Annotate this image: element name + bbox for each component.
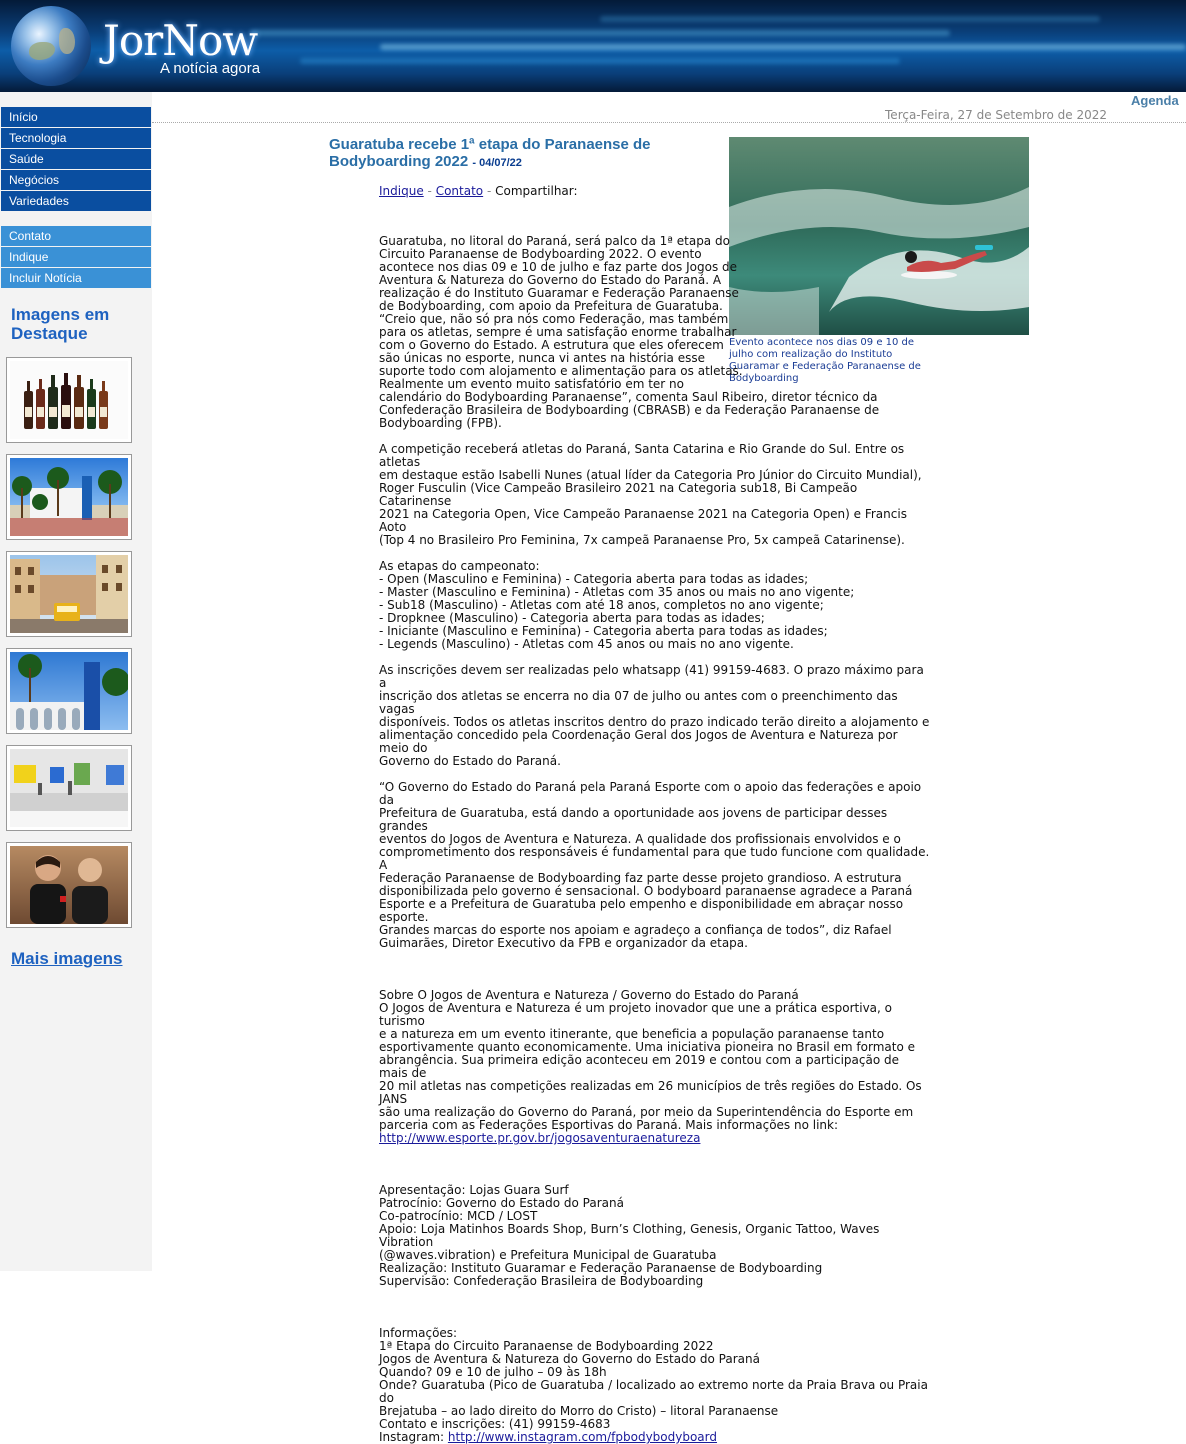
share-label: Compartilhar: xyxy=(495,184,578,198)
separator: - xyxy=(427,184,432,198)
secondary-nav xyxy=(1,226,151,289)
article-paragraph: A competição receberá atletas do Paraná, Santa Catarina e Rio Grande do Sul. Entre os atletas em destaque estão Isabelli Nunes (atual líder da Categoria Pro Júnior do Circuito Mundial), Roger Fusculin (Vice Campeão Brasileiro 2021 na Categoria sub18, Bi Campeão Catarinense 2021 na Categoria Open, Vice Campeão Paranaense 2021 na Categoria Open) e Francis Aoto (Top 4 no Brasileiro Pro Feminina, 7x campeã Paranaense Pro, 5x campeã Catarinense). xyxy=(379,442,922,547)
featured-thumb-exhibition[interactable] xyxy=(6,745,132,831)
agenda-link[interactable]: Agenda xyxy=(1131,93,1179,108)
article-title xyxy=(329,136,709,172)
article-date: - 04/07/22 xyxy=(472,157,522,169)
nav-item-tecnologia[interactable]: Tecnologia xyxy=(1,128,151,148)
article-paragraph: Apresentação: Lojas Guara Surf Patrocínio: Governo do Estado do Paraná Co-patrocínio: MCD / LOST Apoio: Loja Matinhos Boards Shop, Burn’s Clothing, Genesis, Organic Tattoo, Waves Vibration (@waves.vibration) e Prefeitura Municipal de Guaratuba Realização: Instituto Guaramar e Federação Paranaense de Bodyboarding Supervisão: Confederação Brasileira de Bodyboarding xyxy=(379,1183,880,1288)
nav-item-inicio[interactable]: Início xyxy=(1,107,151,127)
contato-link[interactable]: Contato xyxy=(435,184,484,198)
sidebar xyxy=(0,92,152,1271)
nav-item-incluir-noticia[interactable]: Incluir Notícia xyxy=(1,268,151,288)
featured-thumb-building-palms[interactable] xyxy=(6,454,132,540)
article-paragraph: As inscrições devem ser realizadas pelo whatsapp (41) 99159-4683. O prazo máximo para a inscrição dos atletas se encerra no dia 07 de julho ou antes com o preenchimento das vagas disponíveis. Todos os atletas inscritos dentro do prazo indicado terão direito a alojamento e alimentação concedido pela Coordenação Geral dos Jogos de Aventura e Natureza por meio do Governo do Estado do Paraná. xyxy=(379,663,930,768)
nav-item-negocios[interactable]: Negócios xyxy=(1,170,151,190)
instagram-label: Instagram: xyxy=(379,1430,448,1444)
photo-caption: Evento acontece nos dias 09 e 10 de julho com realização do Instituto Guaramar e Federação Paranaense de Bodyboarding xyxy=(729,337,921,384)
featured-thumb-portrait[interactable] xyxy=(6,842,132,928)
globe-logo-icon[interactable] xyxy=(11,6,91,86)
article-paragraph: Sobre O Jogos de Aventura e Natureza / Governo do Estado do Paraná O Jogos de Aventura e Natureza é um projeto inovador que une a prática esportiva, o turismo e a natureza em um evento itinerante, que beneficia a população paranaense tanto esportivamente quanto economicamente. Uma iniciativa pioneira no Brasil em formato e abrangência. Sua primeira edição aconteceu em 2019 e contou com a participação de mais de 20 mil atletas nas competições realizadas em 26 municípios de três regiões do Estado. Os JANS são uma realização do Governo do Paraná, por meio da Superintendência do Esporte em parceria com as Federações Esportivas do Paraná. Mais informações no link: xyxy=(379,988,922,1132)
primary-nav xyxy=(1,107,151,212)
featured-images-title: Imagens em Destaque xyxy=(11,305,110,343)
featured-thumb-wine[interactable] xyxy=(6,357,132,443)
current-date: Terça-Feira, 27 de Setembro de 2022 xyxy=(885,108,1107,122)
article-paragraph: Guaratuba, no litoral do Paraná, será palco da 1ª etapa do Circuito Paranaense de Bodyboarding 2022. O evento acontece nos dias 09 e 10 de julho e faz parte dos Jogos de Aventura & Natureza do Governo do Estado do Paraná. A realização é do Instituto Guaramar e Federação Paranaense de Bodyboarding, com apoio da Prefeitura de Guaratuba. “Creio que, não só pra nós como Federação, mas também para os atletas, sempre é uma satisfação enorme trabalhar com o Governo do Estado. A estrutura que eles oferecem são únicas no esporte, nunca vi antes na história esse suporte todo com alojamento e alimentação para os atletas. Realmente um evento muito satisfatório em ter no calendário do Bodyboarding Paranaense”, comenta Saul Ribeiro, diretor técnico da Confederação Brasileira de Bodyboarding (CBRASB) e da Federação Paranaense de Bodyboarding (FPB). xyxy=(379,234,880,430)
indique-link[interactable]: Indique xyxy=(379,184,424,198)
featured-thumb-arches-banner[interactable] xyxy=(6,648,132,734)
article-paragraph: “O Governo do Estado do Paraná pela Paraná Esporte com o apoio das federações e apoio da Prefeitura de Guaratuba, está dando a oportunidade aos jovens de participar desses grandes eventos do Jogos de Aventura e Natureza. A qualidade dos profissionais envolvidos e o comprometimento dos responsáveis é fundamental para que tudo funcione com qualidade. A Federação Paranaense de Bodyboarding faz parte desse projeto grandioso. A estrutura disponibilizada pelo governo é sensacional. O bodyboard paranaense agradece a Paraná Esporte e a Prefeitura de Guaratuba pelo empenho e disponibilidade em abraçar nosso esporte. Grandes marcas do esporte nos apoiam e agradeço a confiança de todos”, diz Rafael Guimarães, Diretor Executivo da FPB e organizador da etapa. xyxy=(379,780,930,950)
more-images-link[interactable]: Mais imagens xyxy=(11,949,123,968)
article-body xyxy=(379,235,931,1444)
site-tagline: A notícia agora xyxy=(160,60,261,77)
article-paragraph: Informações: 1ª Etapa do Circuito Paranaense de Bodyboarding 2022 Jogos de Aventura & Natureza do Governo do Estado do Paraná Quando? 09 e 10 de julho – 09 às 18h Onde? Guaratuba (Pico de Guaratuba / localizado ao extremo norte da Praia Brava ou Praia do Brejatuba – ao lado direito do Morro do Cristo) – litoral Paranaense Contato e inscrições: (41) 99159-4683 xyxy=(379,1326,928,1431)
site-logo[interactable]: JorNow xyxy=(103,16,258,65)
nav-item-indique[interactable]: Indique xyxy=(1,247,151,267)
esporte-link[interactable]: http://www.esporte.pr.gov.br/jogosaventuraenatureza xyxy=(379,1131,701,1145)
featured-thumb-street-tram[interactable] xyxy=(6,551,132,637)
divider xyxy=(152,122,1186,123)
nav-item-variedades[interactable]: Variedades xyxy=(1,191,151,211)
instagram-link[interactable]: http://www.instagram.com/fpbodybodyboard xyxy=(447,1430,718,1444)
site-header xyxy=(0,0,1186,92)
article-headline: Guaratuba recebe 1ª etapa do Paranaense de Bodyboarding 2022 xyxy=(329,136,651,170)
separator: - xyxy=(486,184,492,198)
nav-item-saude[interactable]: Saúde xyxy=(1,149,151,169)
share-row xyxy=(379,184,578,198)
article-paragraph: As etapas do campeonato: - Open (Masculino e Feminina) - Categoria aberta para todas as idades; - Master (Masculino e Feminina) - Atletas com 35 anos ou mais no ano vigente; - Sub18 (Masculino) - Atletas com até 18 anos, completos no ano vigente; - Dropknee (Masculino) - Categoria aberta para todas as idades; - Iniciante (Masculino e Feminina) - Categoria aberta para todas as idades; - Legends (Masculino) - Atletas com 45 anos ou mais no ano vigente. xyxy=(379,559,855,651)
nav-item-contato[interactable]: Contato xyxy=(1,226,151,246)
